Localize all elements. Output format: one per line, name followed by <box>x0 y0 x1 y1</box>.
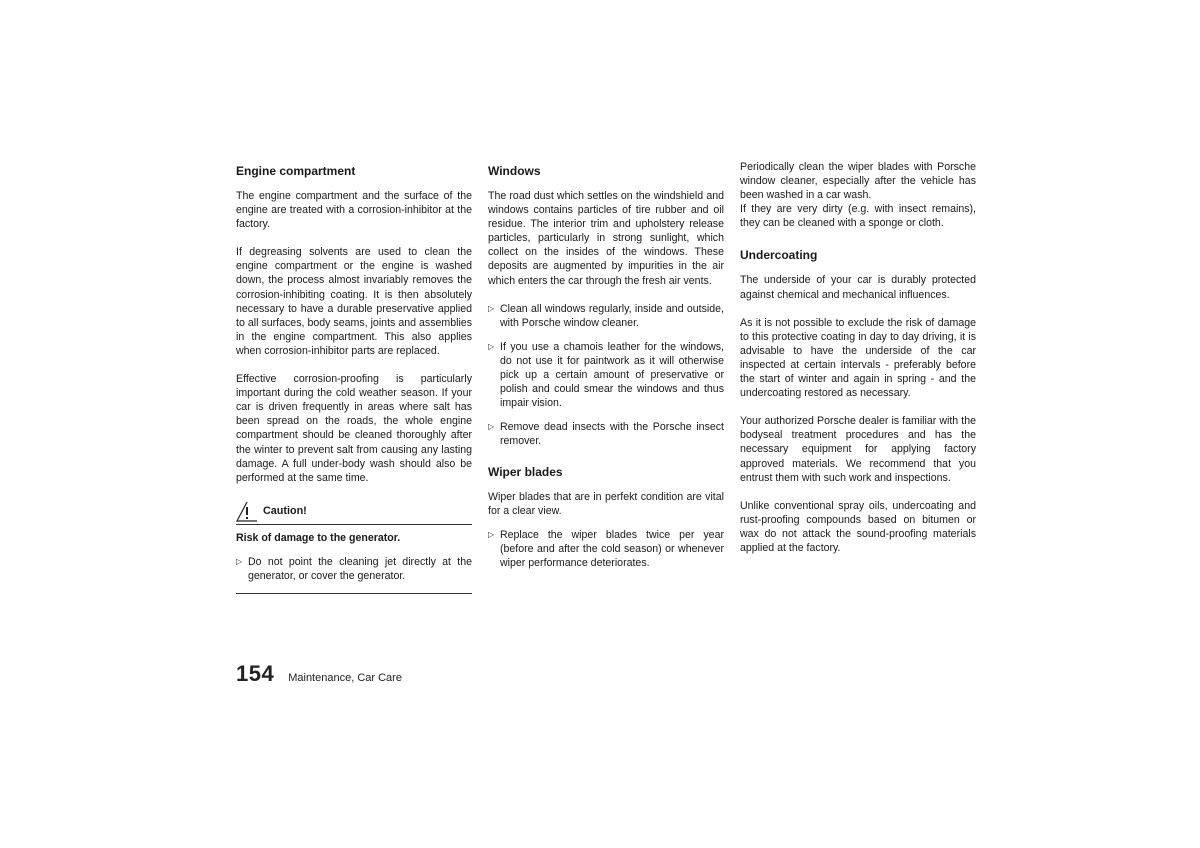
caution-header <box>236 501 472 525</box>
caution-divider <box>236 593 472 594</box>
page-number: 154 <box>236 661 275 686</box>
heading-wiper-blades: Wiper blades <box>488 464 563 479</box>
paragraph: Periodically clean the wiper blades with Porsche window cleaner, especially after the vehicle has been washed in a car wash. <box>740 161 976 202</box>
list-item-text: Clean all windows regularly, inside and outside, with Porsche window cleaner. <box>500 302 724 329</box>
column-wiper-undercoating <box>740 160 976 569</box>
heading-undercoating: Undercoating <box>740 248 818 263</box>
warning-triangle-icon <box>236 501 258 522</box>
paragraph: Your authorized Porsche dealer is familiar with the bodyseal treatment procedures and has the necessary equipment for applying factory approved materials. We recommend that you entrust them with such work and inspections. <box>740 415 976 484</box>
paragraph: Effective corrosion-proofing is particularly important during the cold weather season. If your car is driven frequently in areas where salt has been spread on the roads, the whole engine compartment should be cleaned thoroughly after the winter to prevent salt from causing any lasting damage. A full under-body wash should also be performed at the same time. <box>236 373 472 484</box>
column-windows <box>488 160 724 580</box>
list-item <box>488 420 724 448</box>
triangle-bullet-icon: ▷ <box>236 556 243 566</box>
page-footer <box>236 661 402 687</box>
list-item-text: Replace the wiper blades twice per year (before and after the cold season) or whenever wiper performance deteriorates. <box>500 528 724 569</box>
caution-label: Caution! <box>263 505 307 518</box>
list-item-text: If you use a chamois leather for the windows, do not use it for paintwork as it will otherwise pick up a certain amount of preservative or polish and could smear the windows and thus impair vision. <box>500 340 724 410</box>
list-item-text: Do not point the cleaning jet directly at the generator, or cover the generator. <box>248 555 472 582</box>
triangle-bullet-icon: ▷ <box>488 341 495 351</box>
triangle-bullet-icon: ▷ <box>488 422 495 432</box>
triangle-bullet-icon: ▷ <box>488 303 495 313</box>
heading-windows: Windows <box>488 164 541 178</box>
list-item <box>236 555 472 583</box>
list-item-text: Remove dead insects with the Porsche insect remover. <box>500 421 724 448</box>
heading-engine-compartment: Engine compartment <box>236 164 356 178</box>
caution-risk: Risk of damage to the generator. <box>236 531 401 544</box>
paragraph: If they are very dirty (e.g. with insect remains), they can be cleaned with a sponge or cloth. <box>740 203 976 230</box>
list-item <box>488 302 724 330</box>
paragraph: Wiper blades that are in perfekt condition are vital for a clear view. <box>488 490 724 517</box>
paragraph: The engine compartment and the surface of the engine are treated with a corrosion-inhibitor at the factory. <box>236 190 472 231</box>
paragraph: The road dust which settles on the windshield and windows contains particles of tire rubber and oil residue. The interior trim and upholstery release particles, particularly in strong sunlight, which collect on the insides of the windows. These deposits are augmented by impurities in the air which enters the car through the fresh air vents. <box>488 190 724 287</box>
paragraph: Unlike conventional spray oils, undercoating and rust-proofing compounds based on bitumen or wax do not attack the sound-proofing materials applied at the factory. <box>740 499 976 554</box>
paragraph: The underside of your car is durably protected against chemical and mechanical influences. <box>740 274 976 301</box>
paragraph: If degreasing solvents are used to clean the engine compartment or the engine is washed down, the process almost invariably removes the corrosion-inhibiting coating. It is then absolutely necessary to have a durable preservative applied to all surfaces, body seams, joints and assemblies in the engine compartment. This also applies when corrosion-inhibitor parts are replaced. <box>236 246 472 357</box>
section-name: Maintenance, Car Care <box>288 672 402 684</box>
paragraph: As it is not possible to exclude the risk of damage to this protective coating in day to day driving, it is advisable to have the underside of the car inspected at certain intervals - preferably before the start of winter and again in spring - and the undercoating restored as necessary. <box>740 316 976 400</box>
triangle-bullet-icon: ▷ <box>488 529 495 539</box>
list-item <box>488 340 724 410</box>
list-item <box>488 528 724 570</box>
column-engine-compartment <box>236 160 472 594</box>
